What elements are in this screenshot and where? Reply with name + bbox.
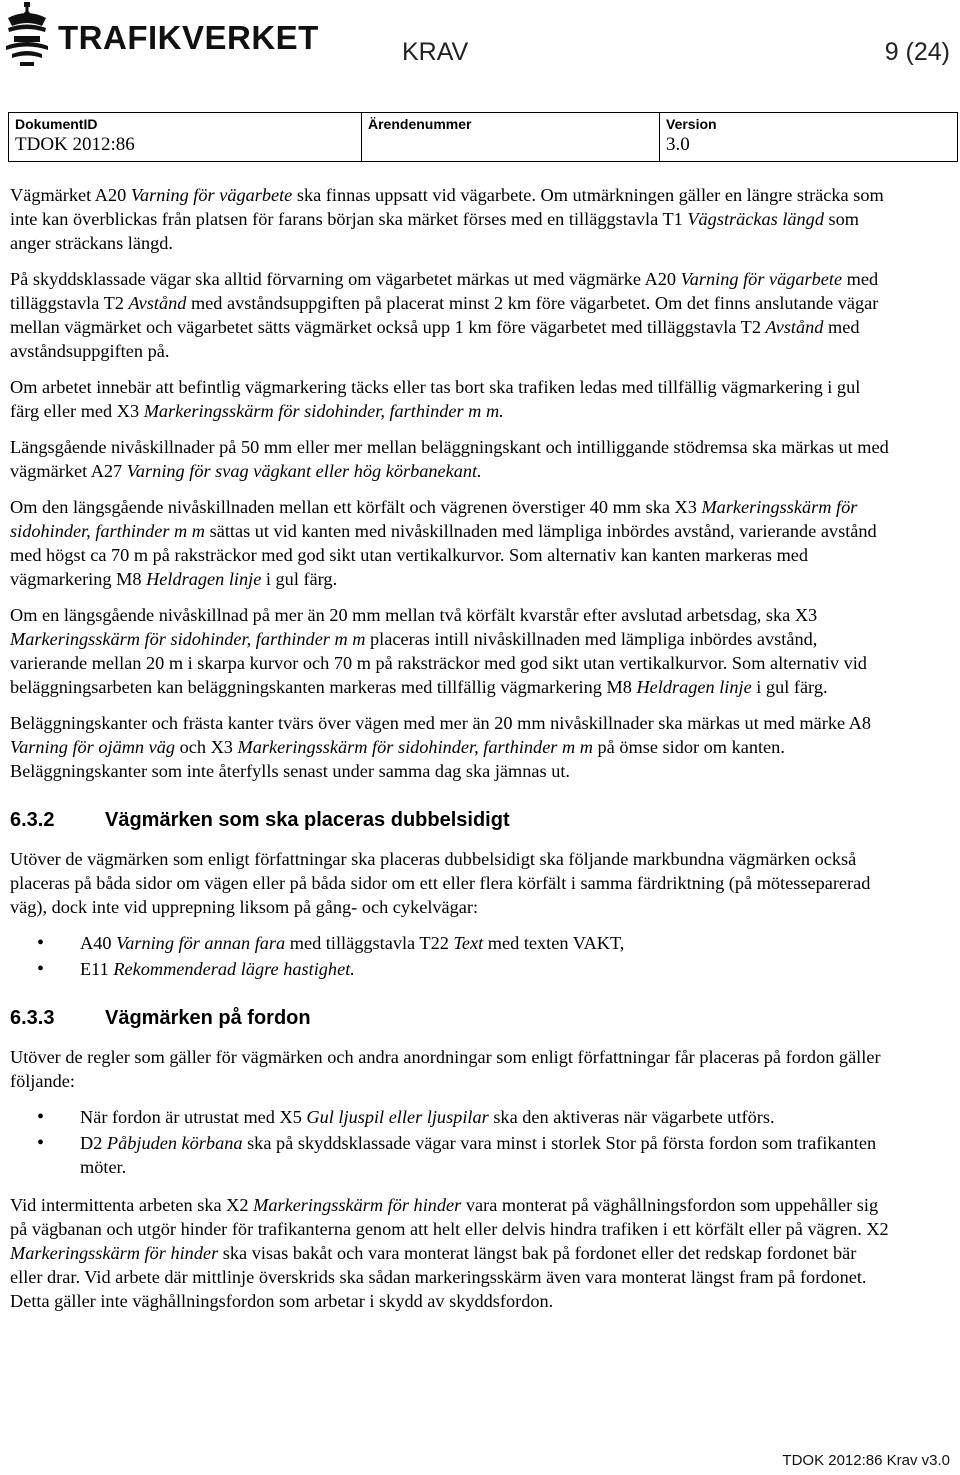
crown-icon	[2, 2, 52, 68]
bullet-list	[10, 931, 890, 981]
paragraph: Vid intermittenta arbeten ska X2 Markeringsskärm för hinder vara monterat på väghållningsfordon som uppehåller sig på vägbanan och utgör hinder för trafikanterna genom att helt eller delvis hindra trafiken i ett körfält eller på vägren. X2 Markeringsskärm för hinder ska visas bakåt och vara monterat längst bak på fordonet eller det redskap fordonet bär eller drar. Vid arbete där mittlinje överskrids ska sådan markeringsskärm även vara monterat längst fram på fordonet. Detta gäller inte väghållningsfordon som arbetar i skydd av skyddsfordon.	[10, 1195, 889, 1311]
meta-version-cell	[660, 113, 958, 162]
document-meta-table	[8, 112, 958, 162]
logo-wordmark: TRAFIKVERKET	[58, 19, 319, 56]
case-label: Ärendenummer	[368, 116, 472, 132]
bullet-list	[10, 1105, 890, 1179]
section-heading	[10, 1005, 890, 1031]
paragraph: Utöver de vägmärken som enligt författningar ska placeras dubbelsidigt ska följande markbundna vägmärken också placeras på båda sidor om vägen eller på båda sidor om ett eller flera körfält i samma färdriktning (på mötesseparerad väg), dock inte vid upprepning liksom på gång- och cykelvägar:	[10, 849, 871, 917]
trafikverket-logo	[2, 2, 319, 68]
page-header	[0, 0, 960, 84]
section-title: Vägmärken som ska placeras dubbelsidigt	[105, 809, 510, 831]
page-number: 9 (24)	[884, 38, 950, 66]
document-body	[10, 183, 890, 1325]
meta-case-cell	[362, 113, 660, 162]
paragraph: Utöver de regler som gäller för vägmärken och andra anordningar som enligt författningar får placeras på fordon gäller följande:	[10, 1047, 881, 1091]
section-heading	[10, 807, 890, 833]
paragraph: Längsgående nivåskillnader på 50 mm eller mer mellan beläggningskant och intilliggande stödremsa ska märkas ut med vägmärket A27 Varning för svag vägkant eller hög körbanekant.	[10, 437, 889, 481]
version-label: Version	[666, 116, 717, 132]
paragraph: Vägmärket A20 Varning för vägarbete ska finnas uppsatt vid vägarbete. Om utmärkningen gäller en längre sträcka som inte kan överblickas från platsen för farans början ska märket förses med en tilläggstavla T1 Vägsträckas längd som anger sträckans längd.	[10, 185, 884, 253]
meta-docid-cell	[9, 113, 362, 162]
paragraph: På skyddsklassade vägar ska alltid förvarning om vägarbetet märkas ut med vägmärke A20 Varning för vägarbete med tilläggstavla T2 Avstånd med avståndsuppgiften på placerat minst 2 km före vägarbetet. Om det finns anslutande vägar mellan vägmärket och vägarbetet sätts vägmärket också upp 1 km före vägarbetet med tilläggstavla T2 Avstånd med avståndsuppgiften på.	[10, 269, 879, 361]
paragraph: Beläggningskanter och frästa kanter tvärs över vägen med mer än 20 mm nivåskillnader ska märkas ut med märke A8 Varning för ojämn väg och X3 Markeringsskärm för sidohinder, farthinder m m på ömse sidor om kanten. Beläggningskanter som inte återfylls senast under samma dag ska jämnas ut.	[10, 713, 871, 781]
section-title: Vägmärken på fordon	[105, 1007, 311, 1029]
document-type: KRAV	[402, 38, 469, 66]
docid-value: TDOK 2012:86	[15, 134, 135, 155]
list-item: • När fordon är utrustat med X5 Gul ljuspil eller ljuspilar ska den aktiveras när vägarbete utförs.	[10, 1105, 890, 1129]
section-number: 6.3.3	[10, 1007, 55, 1029]
page-footer: TDOK 2012:86 Krav v3.0	[782, 1452, 950, 1469]
paragraph: Om den längsgående nivåskillnaden mellan ett körfält och vägrenen överstiger 40 mm ska X3 Markeringsskärm för sidohinder, farthinder m m sättas ut vid kanten med nivåskillnaden med lämpliga inbördes avstånd, varierande avstånd med högst ca 70 m på raksträckor med god sikt utan vertikalkurvor. Som alternativ kan kanten markeras med vägmarkering M8 Heldragen linje i gul färg.	[10, 497, 877, 589]
version-value: 3.0	[666, 134, 690, 155]
paragraph: Om en längsgående nivåskillnad på mer än 20 mm mellan två körfält kvarstår efter avslutad arbetsdag, ska X3 Markeringsskärm för sidohinder, farthinder m m placeras intill nivåskillnaden med lämpliga inbördes avstånd, varierande mellan 20 m i skarpa kurvor och 70 m på raksträckor med god sikt utan vertikalkurvor. Som alternativ vid beläggningsarbeten kan beläggningskanten markeras med tillfällig vägmarkering M8 Heldragen linje i gul färg.	[10, 605, 867, 697]
section-number: 6.3.2	[10, 809, 55, 831]
list-item: • A40 Varning för annan fara med tilläggstavla T22 Text med texten VAKT,	[10, 931, 890, 955]
list-item: • D2 Påbjuden körbana ska på skyddsklassade vägar vara minst i storlek Stor på första fordon som trafikanten möter.	[10, 1131, 890, 1179]
list-item: • E11 Rekommenderad lägre hastighet.	[10, 957, 890, 981]
docid-label: DokumentID	[15, 116, 98, 132]
paragraph: Om arbetet innebär att befintlig vägmarkering täcks eller tas bort ska trafiken ledas med tillfällig vägmarkering i gul färg eller med X3 Markeringsskärm för sidohinder, farthinder m m.	[10, 377, 861, 421]
